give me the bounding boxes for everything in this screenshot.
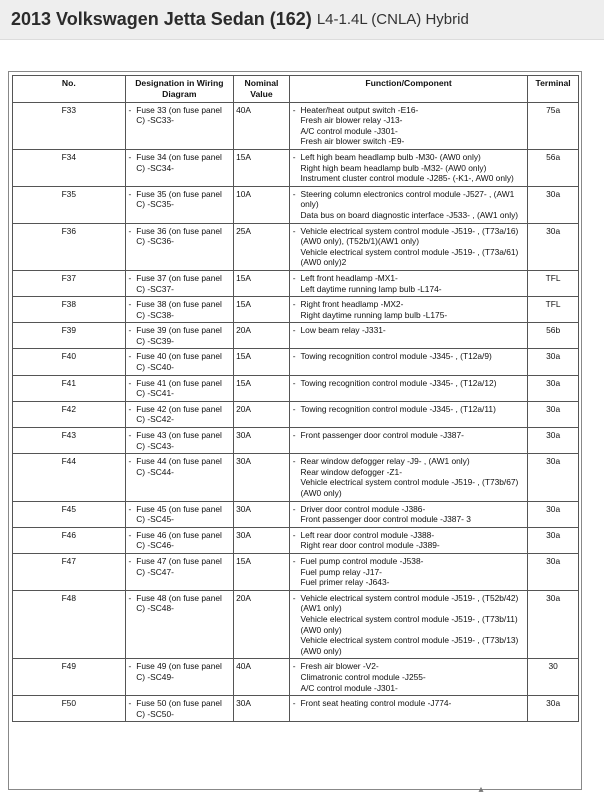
designation-cell: Fuse 43 (on fuse panel C) -SC43-	[134, 428, 233, 454]
terminal-cell: 30a	[528, 696, 579, 722]
fuse-number-cell: F36	[13, 223, 126, 270]
function-line: Towing recognition control module -J345- , (T12a/9)	[300, 351, 492, 362]
function-component-cell	[299, 501, 528, 527]
function-component-cell	[299, 223, 528, 270]
nominal-value-cell: 15A	[234, 553, 290, 590]
fuse-number-cell: F38	[13, 297, 126, 323]
designation-cell: Fuse 38 (on fuse panel C) -SC38-	[134, 297, 233, 323]
function-line: Vehicle electrical system control module -J519- , (T73b/13) (AW0 only)	[300, 635, 519, 656]
function-line: Fresh air blower relay -J13-	[300, 115, 403, 126]
function-line: A/C control module -J301-	[300, 682, 398, 693]
function-component-cell	[299, 590, 528, 659]
table-row	[13, 375, 579, 401]
designation-cell: Fuse 47 (on fuse panel C) -SC47-	[134, 553, 233, 590]
scroll-indicator-icon: ▴	[478, 784, 484, 795]
fuse-table	[12, 75, 579, 722]
function-component-cell	[299, 297, 528, 323]
row-marker-dash: -	[289, 186, 298, 223]
fuse-table-image	[8, 71, 582, 790]
function-component-cell	[299, 401, 528, 427]
function-line: Fresh air blower -V2-	[300, 661, 379, 672]
row-marker-dash: -	[289, 454, 298, 501]
row-marker-dash: -	[125, 501, 134, 527]
column-header-nominal: Nominal Value	[234, 76, 290, 103]
designation-cell: Fuse 41 (on fuse panel C) -SC41-	[134, 375, 233, 401]
row-marker-dash: -	[289, 323, 298, 349]
column-header-function: Function/Component	[289, 76, 527, 103]
row-marker-dash: -	[125, 527, 134, 553]
nominal-value-cell: 20A	[234, 590, 290, 659]
nominal-value-cell: 40A	[234, 659, 290, 696]
terminal-cell: 30a	[528, 527, 579, 553]
function-line: Vehicle electrical system control module -J519- , (T73a/61)(AW0 only)2	[300, 246, 519, 268]
row-marker-dash: -	[125, 323, 134, 349]
fuse-number-cell: F44	[13, 454, 126, 501]
row-marker-dash: -	[289, 590, 298, 659]
function-component-cell	[299, 428, 528, 454]
fuse-number-cell: F33	[13, 102, 126, 149]
nominal-value-cell: 30A	[234, 428, 290, 454]
nominal-value-cell: 15A	[234, 375, 290, 401]
designation-cell: Fuse 36 (on fuse panel C) -SC36-	[134, 223, 233, 270]
function-line: Instrument cluster control module -J285- (-K1-, AW0 only)	[300, 173, 514, 184]
function-line: Driver door control module -J386-	[300, 503, 426, 514]
function-line: Towing recognition control module -J345- , (T12a/11)	[300, 403, 496, 414]
row-marker-dash: -	[125, 149, 134, 186]
row-marker-dash: -	[289, 223, 298, 270]
row-marker-dash: -	[125, 590, 134, 659]
function-line: Right high beam headlamp bulb -M32- (AW0 only)	[300, 162, 487, 173]
function-line: Rear window defogger -Z1-	[300, 466, 402, 477]
terminal-cell: 56b	[528, 323, 579, 349]
nominal-value-cell: 20A	[234, 323, 290, 349]
function-line: Vehicle electrical system control module -J519- , (T52b/42) (AW1 only)	[300, 592, 519, 614]
row-marker-dash: -	[289, 696, 298, 722]
function-line: Steering column electronics control module -J527- , (AW1 only)	[300, 188, 515, 210]
fuse-number-cell: F47	[13, 553, 126, 590]
row-marker-dash: -	[289, 553, 298, 590]
row-marker-dash: -	[125, 696, 134, 722]
row-marker-dash: -	[289, 428, 298, 454]
row-marker-dash: -	[125, 659, 134, 696]
fuse-number-cell: F46	[13, 527, 126, 553]
function-line: Left high beam headlamp bulb -M30- (AW0 only)	[300, 151, 481, 162]
terminal-cell: 30a	[528, 428, 579, 454]
terminal-cell: 30a	[528, 401, 579, 427]
fuse-number-cell: F34	[13, 149, 126, 186]
fuse-number-cell: F43	[13, 428, 126, 454]
table-row	[13, 149, 579, 186]
designation-cell: Fuse 48 (on fuse panel C) -SC48-	[134, 590, 233, 659]
row-marker-dash: -	[125, 270, 134, 296]
table-row	[13, 102, 579, 149]
row-marker-dash: -	[125, 553, 134, 590]
fuse-number-cell: F40	[13, 349, 126, 375]
row-marker-dash: -	[125, 186, 134, 223]
function-component-cell	[299, 454, 528, 501]
terminal-cell: 30a	[528, 186, 579, 223]
row-marker-dash: -	[289, 297, 298, 323]
engine-subtitle: L4-1.4L (CNLA) Hybrid	[316, 11, 469, 28]
terminal-cell: 30a	[528, 590, 579, 659]
terminal-cell: 30a	[528, 553, 579, 590]
fuse-number-cell: F41	[13, 375, 126, 401]
function-line: Left rear door control module -J388-	[300, 529, 435, 540]
row-marker-dash: -	[125, 454, 134, 501]
row-marker-dash: -	[289, 501, 298, 527]
function-line: Vehicle electrical system control module -J519- , (T73a/16)(AW0 only), (T52b/1)(AW1 only)	[300, 225, 519, 247]
designation-cell: Fuse 45 (on fuse panel C) -SC45-	[134, 501, 233, 527]
nominal-value-cell: 30A	[234, 696, 290, 722]
terminal-cell: TFL	[528, 270, 579, 296]
table-row	[13, 659, 579, 696]
function-line: Low beam relay -J331-	[300, 325, 386, 336]
function-line: Fuel pump relay -J17-	[300, 566, 382, 577]
table-row	[13, 186, 579, 223]
row-marker-dash: -	[289, 375, 298, 401]
function-component-cell	[299, 149, 528, 186]
table-header-row	[13, 76, 579, 103]
nominal-value-cell: 30A	[234, 527, 290, 553]
function-line: Left daytime running lamp bulb -L174-	[300, 283, 442, 294]
function-line: Towing recognition control module -J345- , (T12a/12)	[300, 377, 497, 388]
nominal-value-cell: 25A	[234, 223, 290, 270]
terminal-cell: 30a	[528, 454, 579, 501]
nominal-value-cell: 10A	[234, 186, 290, 223]
terminal-cell: 75a	[528, 102, 579, 149]
row-marker-dash: -	[289, 349, 298, 375]
designation-cell: Fuse 39 (on fuse panel C) -SC39-	[134, 323, 233, 349]
terminal-cell: 56a	[528, 149, 579, 186]
function-line: Fresh air blower switch -E9-	[300, 136, 405, 147]
terminal-cell: 30a	[528, 375, 579, 401]
function-component-cell	[299, 323, 528, 349]
page-title: 2013 Volkswagen Jetta Sedan (162)	[11, 9, 312, 29]
fuse-table-body	[13, 102, 579, 722]
terminal-cell: 30a	[528, 223, 579, 270]
function-line: Right rear door control module -J389-	[300, 540, 440, 551]
table-row	[13, 454, 579, 501]
function-component-cell	[299, 553, 528, 590]
designation-cell: Fuse 40 (on fuse panel C) -SC40-	[134, 349, 233, 375]
function-line: Front seat heating control module -J774-	[300, 698, 452, 709]
function-component-cell	[299, 659, 528, 696]
designation-cell: Fuse 34 (on fuse panel C) -SC34-	[134, 149, 233, 186]
nominal-value-cell: 15A	[234, 297, 290, 323]
function-component-cell	[299, 527, 528, 553]
fuse-number-cell: F42	[13, 401, 126, 427]
designation-cell: Fuse 35 (on fuse panel C) -SC35-	[134, 186, 233, 223]
nominal-value-cell: 30A	[234, 454, 290, 501]
fuse-number-cell: F45	[13, 501, 126, 527]
fuse-number-cell: F49	[13, 659, 126, 696]
table-row	[13, 501, 579, 527]
function-component-cell	[299, 270, 528, 296]
designation-cell: Fuse 50 (on fuse panel C) -SC50-	[134, 696, 233, 722]
column-header-no: No.	[13, 76, 126, 103]
nominal-value-cell: 40A	[234, 102, 290, 149]
terminal-cell: 30a	[528, 501, 579, 527]
function-line: Right front headlamp -MX2-	[300, 299, 404, 310]
nominal-value-cell: 20A	[234, 401, 290, 427]
row-marker-dash: -	[289, 659, 298, 696]
table-row	[13, 527, 579, 553]
row-marker-dash: -	[125, 349, 134, 375]
page-header	[0, 0, 604, 40]
row-marker-dash: -	[289, 102, 298, 149]
row-marker-dash: -	[289, 527, 298, 553]
fuse-number-cell: F37	[13, 270, 126, 296]
fuse-number-cell: F39	[13, 323, 126, 349]
function-line: Heater/heat output switch -E16-	[300, 104, 419, 115]
function-line: Data bus on board diagnostic interface -J533- , (AW1 only)	[300, 209, 519, 220]
row-marker-dash: -	[125, 297, 134, 323]
row-marker-dash: -	[125, 401, 134, 427]
function-line: Vehicle electrical system control module -J519- , (T73b/67) (AW0 only)	[300, 477, 519, 498]
row-marker-dash: -	[125, 102, 134, 149]
function-line: Front passenger door control module -J387-	[300, 430, 464, 441]
designation-cell: Fuse 42 (on fuse panel C) -SC42-	[134, 401, 233, 427]
table-row	[13, 553, 579, 590]
function-component-cell	[299, 102, 528, 149]
column-header-terminal: Terminal	[528, 76, 579, 103]
terminal-cell: TFL	[528, 297, 579, 323]
designation-cell: Fuse 44 (on fuse panel C) -SC44-	[134, 454, 233, 501]
nominal-value-cell: 30A	[234, 501, 290, 527]
function-line: Right daytime running lamp bulb -L175-	[300, 309, 448, 320]
designation-cell: Fuse 49 (on fuse panel C) -SC49-	[134, 659, 233, 696]
table-row	[13, 223, 579, 270]
terminal-cell: 30	[528, 659, 579, 696]
designation-cell: Fuse 33 (on fuse panel C) -SC33-	[134, 102, 233, 149]
fuse-number-cell: F48	[13, 590, 126, 659]
table-row	[13, 590, 579, 659]
function-line: Climatronic control module -J255-	[300, 671, 426, 682]
designation-cell: Fuse 37 (on fuse panel C) -SC37-	[134, 270, 233, 296]
row-marker-dash: -	[125, 428, 134, 454]
row-marker-dash: -	[125, 375, 134, 401]
function-component-cell	[299, 349, 528, 375]
row-marker-dash: -	[125, 223, 134, 270]
function-line: Front passenger door control module -J387- 3	[300, 514, 471, 525]
fuse-number-cell: F35	[13, 186, 126, 223]
row-marker-dash: -	[289, 401, 298, 427]
terminal-cell: 30a	[528, 349, 579, 375]
designation-cell: Fuse 46 (on fuse panel C) -SC46-	[134, 527, 233, 553]
function-component-cell	[299, 375, 528, 401]
nominal-value-cell: 15A	[234, 349, 290, 375]
function-component-cell	[299, 696, 528, 722]
table-row	[13, 428, 579, 454]
row-marker-dash: -	[289, 270, 298, 296]
function-line: Left front headlamp -MX1-	[300, 272, 398, 283]
fuse-number-cell: F50	[13, 696, 126, 722]
function-line: Fuel primer relay -J643-	[300, 577, 390, 588]
table-row	[13, 323, 579, 349]
function-line: Vehicle electrical system control module -J519- , (T73b/11) (AW0 only)	[300, 613, 518, 635]
column-header-designation: Designation in Wiring Diagram	[125, 76, 234, 103]
row-marker-dash: -	[289, 149, 298, 186]
table-row	[13, 297, 579, 323]
nominal-value-cell: 15A	[234, 270, 290, 296]
function-line: Rear window defogger relay -J9- , (AW1 only)	[300, 456, 470, 467]
table-row	[13, 401, 579, 427]
nominal-value-cell: 15A	[234, 149, 290, 186]
table-row	[13, 696, 579, 722]
table-row	[13, 349, 579, 375]
function-line: Fuel pump control module -J538-	[300, 555, 424, 566]
table-row	[13, 270, 579, 296]
function-component-cell	[299, 186, 528, 223]
function-line: A/C control module -J301-	[300, 125, 398, 136]
